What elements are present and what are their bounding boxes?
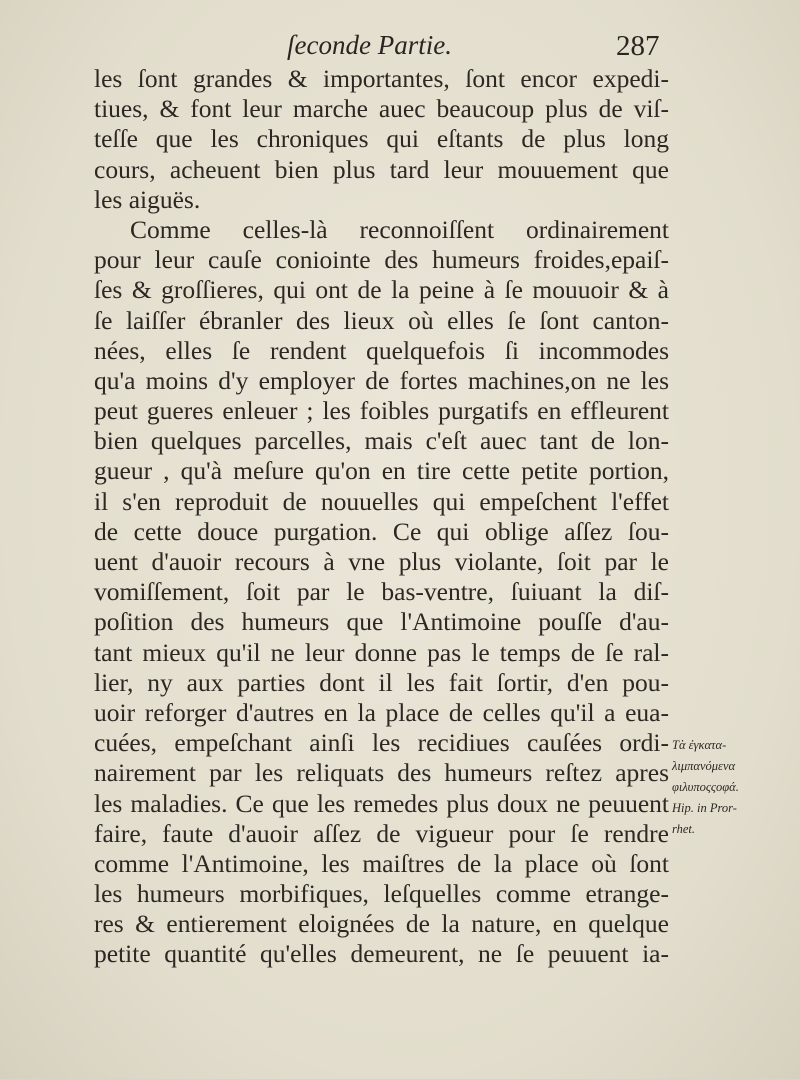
text-line: tiues, & font leur marche auec beaucoup plus de viſ- — [94, 94, 669, 124]
margin-note-line: φιλυποςςοφά. — [672, 780, 739, 794]
page-number: 287 — [616, 30, 660, 62]
text-line: nées, elles ſe rendent quelquefois ſi incommodes — [94, 335, 669, 365]
text-line: les humeurs morbifiques, leſquelles comme etrange- — [94, 879, 669, 909]
text-line: res & entierement eloignées de la nature, en quelque — [94, 909, 669, 939]
text-line: les maladies. Ce que les remedes plus doux ne peuuent — [94, 788, 669, 818]
text-line: cours, acheuent bien plus tard leur mouuement que — [94, 154, 669, 184]
text-line: lier, ny aux parties dont il les fait ſortir, d'en pou- — [94, 667, 669, 697]
text-line: nairement par les reliquats des humeurs reſtez apres — [94, 758, 669, 788]
text-line: les ſont grandes & importantes, ſont encor expedi- — [94, 64, 669, 93]
text-line: les aiguës. — [94, 184, 201, 214]
text-line: tant mieux qu'il ne leur donne pas le temps de ſe ral- — [94, 637, 669, 667]
text-line: ſes & groſſieres, qui ont de la peine à ſe mouuoir & à — [94, 275, 669, 305]
text-line: gueur , qu'à meſure qu'on en tire cette petite portion, — [94, 456, 669, 486]
margin-note-line: λιμπανόμενα — [672, 759, 736, 773]
text-line: qu'a moins d'y employer de fortes machines,on ne les — [94, 365, 669, 395]
text-line: faire, faute d'auoir aſſez de vigueur pour ſe rendre — [94, 818, 669, 848]
margin-note — [672, 735, 792, 840]
margin-note-line: Hip. in Pror- — [672, 801, 737, 815]
text-line: poſition des humeurs que l'Antimoine pouſſe d'au- — [94, 607, 669, 637]
margin-note-line: Τὰ ἐγκατα- — [672, 738, 727, 752]
text-line: uoir reforger d'autres en la place de celles qu'il a eua- — [94, 697, 669, 727]
text-line: uent d'auoir recours à vne plus violante, ſoit par le — [94, 547, 669, 576]
text-line: ſe laiſſer ébranler des lieux où elles ſe ſont canton- — [94, 305, 669, 335]
text-line: petite quantité qu'elles demeurent, ne ſe peuuent ia- — [94, 939, 669, 969]
text-line: comme l'Antimoine, les maiſtres de la place où ſont — [94, 848, 669, 878]
text-line: Comme celles-là reconnoiſſent ordinairement — [130, 214, 669, 244]
text-line: cuées, empeſchant ainſi les recidiues cauſées ordi- — [94, 728, 669, 758]
text-line: de cette douce purgation. Ce qui oblige aſſez ſou- — [94, 516, 669, 546]
text-line: bien quelques parcelles, mais c'eſt auec tant de lon- — [94, 426, 669, 456]
text-line: teſſe que les chroniques qui eſtants de plus long — [94, 124, 669, 154]
text-line: pour leur cauſe coniointe des humeurs froides,epaiſ- — [94, 245, 669, 275]
text-line: peut gueres enleuer ; les foibles purgatifs en effleurent — [94, 396, 669, 426]
body-text — [94, 64, 669, 970]
text-line: il s'en reproduit de nouuelles qui empeſchent l'effet — [94, 486, 669, 516]
margin-note-line: rhet. — [672, 822, 696, 836]
text-line: vomiſſement, ſoit par le bas-ventre, ſuiuant la diſ- — [94, 577, 669, 607]
running-title: ſeconde Partie. — [287, 30, 452, 60]
